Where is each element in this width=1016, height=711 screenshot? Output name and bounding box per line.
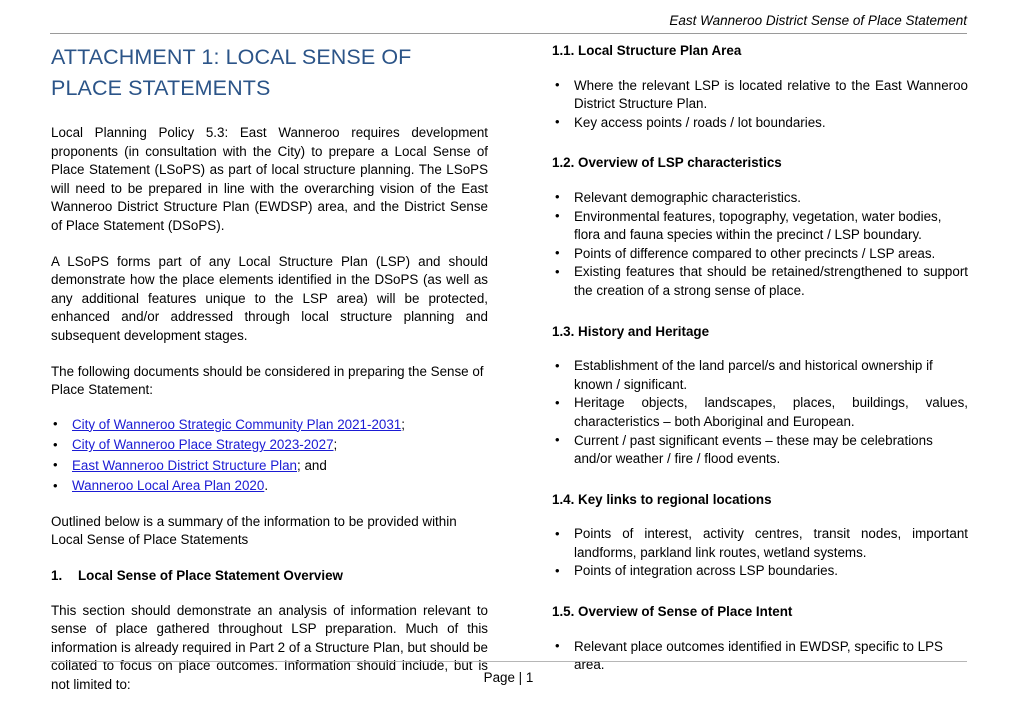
list-item [51,415,488,436]
list-item: • Relevant demographic characteristics. [552,189,968,208]
header-divider [50,33,967,34]
header-title: East Wanneroo District Sense of Place Statement [669,13,967,28]
list-item-punctuation: . [264,478,269,494]
list-item-punctuation: ; and [297,457,327,473]
list-item: • Points of integration across LSP boundaries. [552,562,968,581]
link-place-strategy[interactable]: City of Wanneroo Place Strategy 2023-2027 [72,437,334,453]
list-item [51,456,488,477]
heading-1-3: 1.3. History and Heritage [552,323,710,339]
heading-1-5: 1.5. Overview of Sense of Place Intent [552,604,793,620]
section-1-paragraph: This section should demonstrate an analysis of information relevant to sense of place gathered throughout LSP preparation. Much of this information is already required in Part 2 of a Structure Plan, but should be collated to focus on place outcomes. Information should include, but is not limited to: [51,602,488,692]
heading-1-1: 1.1. Local Structure Plan Area [552,43,742,58]
list-item-punctuation: ; [333,437,338,453]
right-column [552,42,968,675]
footer-divider [50,661,967,662]
list-item: • Current / past significant events – these may be celebrations and/or weather / fire / flood events. [552,432,968,469]
intro-paragraph-2: A LSoPS forms part of any Local Structure Plan (LSP) and should demonstrate how the place elements identified in the DSoPS (as well as any additional features unique to the LSP area) will be protected, enhanced and/or addressed through local structure planning and subsequent development stages. [51,253,488,343]
link-district-structure-plan[interactable]: East Wanneroo District Structure Plan [72,457,297,473]
summary-intro-paragraph: Outlined below is a summary of the information to be provided within Local Sense of Place Statements [51,513,457,548]
link-local-area-plan[interactable]: Wanneroo Local Area Plan 2020 [72,478,265,494]
page-header [50,12,967,30]
intro-paragraph-1: Local Planning Policy 5.3: East Wanneroo requires development proponents (in consultation with the City) to prepare a Local Sense of Place Statement (LSoPS) as part of local structure planning. The LSoPS will need to be prepared in line with the overarching vision of the East Wanneroo District Structure Plan (EWDSP) area, and the District Sense of Place Statement (DSoPS). [51,125,488,233]
list-item-punctuation: ; [401,416,405,432]
heading-1-2: 1.2. Overview of LSP characteristics [552,155,782,171]
bullets-1-3 [552,357,968,469]
link-strategic-community-plan[interactable]: City of Wanneroo Strategic Community Plan 2021-2031 [72,416,402,432]
list-item [51,476,488,497]
list-item [51,435,488,456]
list-item: • Existing features that should be retained/strengthened to support the creation of a strong sense of place. [552,263,968,300]
section-1-title: Local Sense of Place Statement Overview [78,567,343,583]
documents-intro-paragraph: The following documents should be considered in preparing the Sense of Place Statement: [51,363,484,398]
heading-1-4: 1.4. Key links to regional locations [552,491,772,507]
bullets-1-4 [552,525,968,581]
bullets-1-2 [552,189,968,301]
bullets-1-1 [552,77,968,133]
list-item: • Environmental features, topography, vegetation, water bodies, flora and fauna species within the precinct / LSP boundary. [552,208,968,245]
list-item: • Key access points / roads / lot boundaries. [552,114,968,133]
page-title: ATTACHMENT 1: LOCAL SENSE OF PLACE STATEMENTS [51,45,412,100]
list-item: • Relevant place outcomes identified in EWDSP, specific to LPS area. [552,638,968,675]
left-column [51,42,488,711]
section-1-heading [51,567,488,586]
list-item: • Establishment of the land parcel/s and historical ownership if known / significant. [552,357,968,394]
list-item: • Points of interest, activity centres, transit nodes, important landforms, parkland link routes, wetland systems. [552,525,968,562]
page-number: Page | 1 [483,670,534,685]
reference-documents-list [51,415,488,497]
section-1-number: 1. [51,567,63,583]
list-item: • Heritage objects, landscapes, places, buildings, values, characteristics – both Aboriginal and European. [552,394,968,431]
list-item: • Where the relevant LSP is located relative to the East Wanneroo District Structure Plan. [552,77,968,114]
list-item: • Points of difference compared to other precincts / LSP areas. [552,245,968,264]
